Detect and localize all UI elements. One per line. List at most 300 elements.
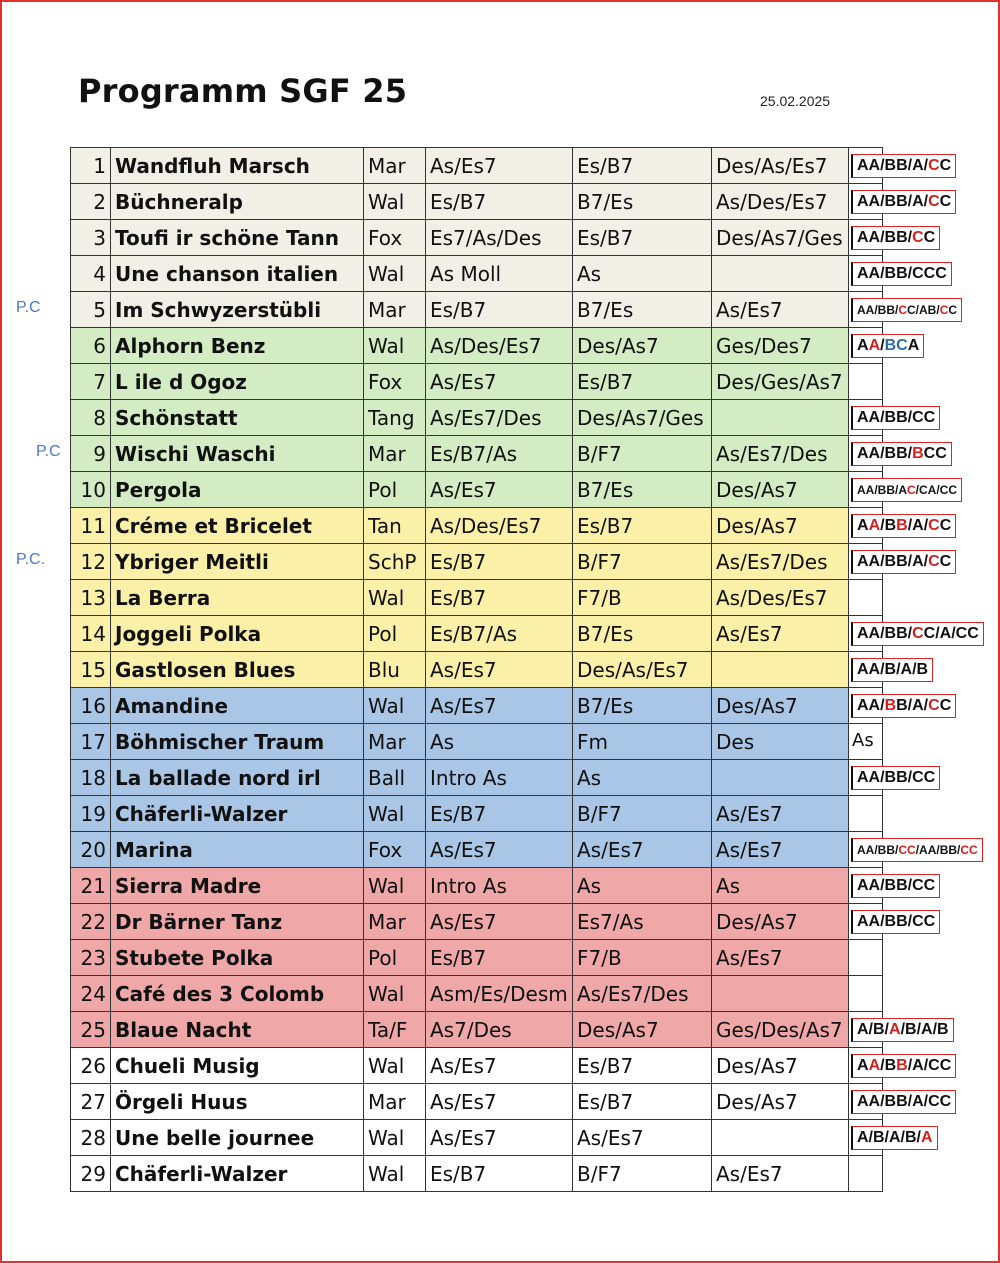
form-segment: C <box>928 193 940 210</box>
form-label <box>851 1090 956 1114</box>
table-row <box>71 256 883 292</box>
chords-2: Des/As7 <box>573 328 712 364</box>
song-title: Gastlosen Blues <box>111 652 364 688</box>
chords-3: As/Es7/Des <box>712 544 849 580</box>
form-cell <box>849 1120 933 1156</box>
form-label <box>851 550 956 574</box>
chords-2: As <box>573 868 712 904</box>
form-label: As <box>852 730 874 751</box>
table-row <box>71 1048 883 1084</box>
song-number: 9 <box>71 436 111 472</box>
form-segment: A <box>868 1057 881 1074</box>
form-cell <box>849 1012 949 1048</box>
dance-type: Wal <box>364 1120 426 1156</box>
form-label <box>851 298 962 322</box>
form-segment: CC <box>898 843 916 857</box>
form-segment: AA/ <box>857 697 885 714</box>
song-number: 1 <box>71 148 111 184</box>
form-segment: /B <box>880 517 897 534</box>
form-segment: B <box>884 697 897 714</box>
song-title: Toufi ir schöne Tann <box>111 220 364 256</box>
dance-type: Mar <box>364 724 426 760</box>
form-segment: B <box>912 445 924 462</box>
form-segment: C/A/CC <box>923 625 979 642</box>
dance-type: Wal <box>364 868 426 904</box>
song-title: Chueli Musig <box>111 1048 364 1084</box>
chords-2: Es7/As <box>573 904 712 940</box>
side-note: P.C. <box>16 551 46 568</box>
form-label <box>851 874 940 898</box>
dance-type: Wal <box>364 580 426 616</box>
chords-2: F7/B <box>573 580 712 616</box>
form-cell <box>849 148 952 184</box>
chords-3: Ges/Des7 <box>712 328 849 364</box>
chords-1: Es/B7 <box>426 940 573 976</box>
chords-2: Es/B7 <box>573 364 712 400</box>
song-title: Ybriger Meitli <box>111 544 364 580</box>
form-cell <box>849 364 883 400</box>
song-number: 20 <box>71 832 111 868</box>
form-segment: C <box>928 553 940 570</box>
form-cell <box>849 760 936 796</box>
table-row <box>71 220 883 256</box>
song-number: 27 <box>71 1084 111 1120</box>
dance-type: Ta/F <box>364 1012 426 1048</box>
dance-type: Wal <box>364 796 426 832</box>
dance-type: Tan <box>364 508 426 544</box>
dance-type: Pol <box>364 472 426 508</box>
song-title: Wischi Waschi <box>111 436 364 472</box>
song-title: Alphorn Benz <box>111 328 364 364</box>
chords-1: Es/B7 <box>426 292 573 328</box>
dance-type: Mar <box>364 904 426 940</box>
form-segment: CC <box>960 843 978 857</box>
dance-type: Wal <box>364 688 426 724</box>
form-cell <box>849 256 947 292</box>
dance-type: Mar <box>364 292 426 328</box>
chords-1: As/Es7 <box>426 1120 573 1156</box>
page-title: Programm SGF 25 <box>78 72 408 110</box>
song-number: 7 <box>71 364 111 400</box>
chords-2: Es/B7 <box>573 1084 712 1120</box>
form-segment: /CA/CC <box>915 483 958 497</box>
form-segment: /A/CC <box>907 1057 952 1074</box>
chords-1: As/Es7 <box>426 1048 573 1084</box>
chords-3 <box>712 1120 849 1156</box>
form-segment: B <box>896 517 908 534</box>
form-segment: A <box>921 1129 933 1146</box>
table-row <box>71 544 883 580</box>
song-title: Chäferli-Walzer <box>111 1156 364 1192</box>
form-cell <box>849 724 883 760</box>
form-label <box>851 694 956 718</box>
form-segment: C <box>907 483 916 497</box>
form-segment: AA/BB/ <box>857 843 899 857</box>
table-row <box>71 472 883 508</box>
form-label <box>851 442 952 466</box>
chords-1: As/Es7 <box>426 904 573 940</box>
song-title: La ballade nord irl <box>111 760 364 796</box>
form-segment: AA/BB/CC <box>857 877 936 894</box>
table-row <box>71 688 883 724</box>
side-note: P.C <box>36 443 61 460</box>
song-title: Créme et Bricelet <box>111 508 364 544</box>
form-segment: AA/BB/A/ <box>857 157 929 174</box>
form-cell <box>849 796 883 832</box>
chords-1: As/Es7 <box>426 1084 573 1120</box>
song-number: 25 <box>71 1012 111 1048</box>
form-cell <box>849 832 978 868</box>
chords-2: B7/Es <box>573 688 712 724</box>
form-segment: AA/BB/CCC <box>857 265 947 282</box>
form-cell <box>849 688 952 724</box>
chords-1: Es/B7 <box>426 184 573 220</box>
chords-1: As/Es7 <box>426 832 573 868</box>
chords-2: F7/B <box>573 940 712 976</box>
form-label <box>851 190 956 214</box>
dance-type: Mar <box>364 436 426 472</box>
chords-1: Es/B7/As <box>426 616 573 652</box>
song-number: 28 <box>71 1120 111 1156</box>
form-cell <box>849 508 952 544</box>
table-row <box>71 1156 883 1192</box>
form-cell <box>849 1156 883 1192</box>
chords-1: As/Des/Es7 <box>426 328 573 364</box>
chords-3: As/Des/Es7 <box>712 580 849 616</box>
chords-3: Des <box>712 724 849 760</box>
form-segment: C <box>928 157 940 174</box>
song-title: Dr Bärner Tanz <box>111 904 364 940</box>
form-cell <box>849 436 947 472</box>
chords-2: As/Es7 <box>573 1120 712 1156</box>
chords-1: As/Es7 <box>426 652 573 688</box>
form-segment: AA/BB/A/CC <box>857 1093 952 1110</box>
chords-1: Es/B7 <box>426 1156 573 1192</box>
song-number: 23 <box>71 940 111 976</box>
form-segment: C <box>939 193 952 210</box>
form-segment: C <box>939 553 952 570</box>
chords-2: Es/B7 <box>573 220 712 256</box>
form-cell <box>849 544 952 580</box>
chords-2: B/F7 <box>573 436 712 472</box>
song-number: 15 <box>71 652 111 688</box>
form-cell <box>849 472 958 508</box>
dance-type: Blu <box>364 652 426 688</box>
chords-1: As/Es7 <box>426 472 573 508</box>
table-row <box>71 904 883 940</box>
dance-type: SchP <box>364 544 426 580</box>
form-segment: AA/BB/CC <box>857 409 936 426</box>
form-label <box>851 766 940 790</box>
form-segment: BC <box>884 337 908 354</box>
form-segment: AA/BB/ <box>857 229 913 246</box>
form-segment: A <box>868 517 881 534</box>
form-segment: AA/BB/CC <box>857 913 936 930</box>
song-title: Marina <box>111 832 364 868</box>
chords-3 <box>712 652 849 688</box>
chords-1: As/Es7/Des <box>426 400 573 436</box>
song-number: 19 <box>71 796 111 832</box>
form-label <box>851 1018 954 1042</box>
song-number: 24 <box>71 976 111 1012</box>
form-cell <box>849 868 936 904</box>
chords-2: B/F7 <box>573 1156 712 1192</box>
table-row <box>71 1120 883 1156</box>
form-segment: B/A/ <box>896 697 929 714</box>
form-segment: A <box>857 337 869 354</box>
chords-1: Es/B7 <box>426 580 573 616</box>
form-cell <box>849 220 936 256</box>
chords-3: As/Es7 <box>712 292 849 328</box>
chords-2: Es/B7 <box>573 1048 712 1084</box>
chords-1: As <box>426 724 573 760</box>
song-title: Wandfluh Marsch <box>111 148 364 184</box>
chords-3: Des/As7 <box>712 904 849 940</box>
song-number: 29 <box>71 1156 111 1192</box>
form-segment: A/B/A/B/ <box>857 1129 921 1146</box>
chords-2: As <box>573 256 712 292</box>
table-row <box>71 940 883 976</box>
form-segment: /A/ <box>907 517 929 534</box>
form-label <box>851 1054 956 1078</box>
form-segment: C/AB/ <box>907 303 940 317</box>
table-row <box>71 400 883 436</box>
chords-2: As/Es7 <box>573 832 712 868</box>
chords-3: Des/As7 <box>712 688 849 724</box>
song-title: Im Schwyzerstübli <box>111 292 364 328</box>
form-label <box>851 478 962 502</box>
chords-3: Des/As7 <box>712 1084 849 1120</box>
form-segment: C <box>923 229 936 246</box>
form-label <box>851 334 924 358</box>
song-number: 5 <box>71 292 111 328</box>
table-row <box>71 1012 883 1048</box>
form-label <box>851 514 956 538</box>
form-label <box>851 154 956 178</box>
song-number: 18 <box>71 760 111 796</box>
program-table <box>70 147 979 1192</box>
chords-3: Des/As7 <box>712 1048 849 1084</box>
song-number: 13 <box>71 580 111 616</box>
form-segment: C <box>912 229 924 246</box>
form-label <box>851 910 940 934</box>
form-cell <box>849 580 883 616</box>
form-segment: A <box>889 1021 901 1038</box>
song-number: 2 <box>71 184 111 220</box>
dance-type: Fox <box>364 364 426 400</box>
form-label <box>851 838 983 862</box>
dance-type: Wal <box>364 976 426 1012</box>
dance-type: Wal <box>364 256 426 292</box>
form-cell <box>849 400 936 436</box>
song-number: 11 <box>71 508 111 544</box>
chords-2: B7/Es <box>573 184 712 220</box>
form-segment: A/B/ <box>857 1021 889 1038</box>
chords-1: As/Es7 <box>426 364 573 400</box>
form-cell <box>849 616 979 652</box>
document-date: 25.02.2025 <box>760 93 831 109</box>
chords-1: Intro As <box>426 760 573 796</box>
form-segment: AA/BB/ <box>857 445 913 462</box>
table-row <box>71 148 883 184</box>
form-cell <box>849 940 883 976</box>
form-segment: AA/BB/A <box>857 483 907 497</box>
table-row <box>71 184 883 220</box>
form-label <box>851 622 984 646</box>
chords-3 <box>712 760 849 796</box>
chords-1: Es/B7/As <box>426 436 573 472</box>
form-segment: / <box>880 337 885 354</box>
table-row <box>71 292 883 328</box>
dance-type: Fox <box>364 832 426 868</box>
chords-3: As <box>712 868 849 904</box>
chords-2: Es/B7 <box>573 148 712 184</box>
table-row <box>71 724 883 760</box>
song-number: 16 <box>71 688 111 724</box>
chords-2: As/Es7/Des <box>573 976 712 1012</box>
song-title: Stubete Polka <box>111 940 364 976</box>
form-segment: A <box>907 337 920 354</box>
song-title: Böhmischer Traum <box>111 724 364 760</box>
song-title: Café des 3 Colomb <box>111 976 364 1012</box>
table-row <box>71 652 883 688</box>
form-segment: /AA/BB/ <box>915 843 961 857</box>
chords-2: B7/Es <box>573 472 712 508</box>
form-cell <box>849 292 958 328</box>
dance-type: Mar <box>364 148 426 184</box>
chords-2: Fm <box>573 724 712 760</box>
song-title: Amandine <box>111 688 364 724</box>
chords-2: Es/B7 <box>573 508 712 544</box>
dance-type: Wal <box>364 1048 426 1084</box>
chords-1: As/Des/Es7 <box>426 508 573 544</box>
song-title: Une chanson italien <box>111 256 364 292</box>
song-number: 14 <box>71 616 111 652</box>
chords-3: Des/As7 <box>712 508 849 544</box>
form-segment: CC <box>923 445 947 462</box>
dance-type: Fox <box>364 220 426 256</box>
chords-2: Des/As/Es7 <box>573 652 712 688</box>
form-segment: A <box>857 517 869 534</box>
song-title: Büchneralp <box>111 184 364 220</box>
form-label <box>851 262 952 286</box>
song-number: 21 <box>71 868 111 904</box>
song-title: L ile d Ogoz <box>111 364 364 400</box>
song-title: La Berra <box>111 580 364 616</box>
song-number: 17 <box>71 724 111 760</box>
chords-1: Es/B7 <box>426 544 573 580</box>
chords-1: Intro As <box>426 868 573 904</box>
table-row <box>71 616 883 652</box>
form-segment: C <box>939 517 952 534</box>
chords-1: As7/Des <box>426 1012 573 1048</box>
chords-3: Ges/Des/As7 <box>712 1012 849 1048</box>
dance-type: Wal <box>364 1156 426 1192</box>
form-segment: C <box>939 303 949 317</box>
chords-3: Des/As7 <box>712 472 849 508</box>
song-number: 3 <box>71 220 111 256</box>
chords-1: As/Es7 <box>426 688 573 724</box>
chords-3: As/Es7 <box>712 796 849 832</box>
table-row <box>71 796 883 832</box>
chords-3: As/Es7/Des <box>712 436 849 472</box>
chords-2: B/F7 <box>573 796 712 832</box>
dance-type: Wal <box>364 328 426 364</box>
chords-3: Des/As/Es7 <box>712 148 849 184</box>
song-title: Örgeli Huus <box>111 1084 364 1120</box>
form-cell <box>849 1048 952 1084</box>
dance-type: Pol <box>364 940 426 976</box>
form-segment: AA/BB/CC <box>857 769 936 786</box>
song-title: Chäferli-Walzer <box>111 796 364 832</box>
form-segment: AA/BB/ <box>857 625 913 642</box>
song-number: 12 <box>71 544 111 580</box>
chords-3 <box>712 256 849 292</box>
song-number: 26 <box>71 1048 111 1084</box>
form-segment: C <box>928 517 940 534</box>
dance-type: Pol <box>364 616 426 652</box>
table-row <box>71 760 883 796</box>
chords-3: As/Es7 <box>712 1156 849 1192</box>
chords-2: As <box>573 760 712 796</box>
chords-1: Es7/As/Des <box>426 220 573 256</box>
chords-1: Asm/Es/Desm <box>426 976 573 1012</box>
form-cell <box>849 1084 952 1120</box>
table-row <box>71 1084 883 1120</box>
song-number: 22 <box>71 904 111 940</box>
chords-2: B/F7 <box>573 544 712 580</box>
song-title: Sierra Madre <box>111 868 364 904</box>
form-label <box>851 1126 938 1150</box>
chords-3 <box>712 400 849 436</box>
chords-1: As Moll <box>426 256 573 292</box>
chords-3: Des/As7/Ges <box>712 220 849 256</box>
chords-2: Des/As7 <box>573 1012 712 1048</box>
dance-type: Tang <box>364 400 426 436</box>
form-cell <box>849 328 920 364</box>
song-number: 6 <box>71 328 111 364</box>
song-title: Blaue Nacht <box>111 1012 364 1048</box>
form-segment: B <box>896 1057 908 1074</box>
chords-3: As/Es7 <box>712 940 849 976</box>
form-segment: AA/B/A/B <box>857 661 929 678</box>
form-cell <box>849 976 883 1012</box>
song-title: Une belle journee <box>111 1120 364 1156</box>
table-row <box>71 436 883 472</box>
form-segment: /B/A/B <box>900 1021 949 1038</box>
form-label <box>851 226 940 250</box>
chords-1: Es/B7 <box>426 796 573 832</box>
song-number: 8 <box>71 400 111 436</box>
form-segment: C <box>928 697 940 714</box>
table-row <box>71 976 883 1012</box>
dance-type: Ball <box>364 760 426 796</box>
song-title: Schönstatt <box>111 400 364 436</box>
dance-type: Wal <box>364 184 426 220</box>
form-segment: A <box>857 1057 869 1074</box>
chords-3: As/Es7 <box>712 832 849 868</box>
form-segment: C <box>948 303 958 317</box>
table-row <box>71 868 883 904</box>
form-cell <box>849 184 952 220</box>
form-segment: C <box>939 697 952 714</box>
form-segment: C <box>898 303 908 317</box>
table-row <box>71 364 883 400</box>
chords-2: B7/Es <box>573 616 712 652</box>
form-segment: AA/BB/A/ <box>857 193 929 210</box>
song-number: 4 <box>71 256 111 292</box>
table-row <box>71 832 883 868</box>
